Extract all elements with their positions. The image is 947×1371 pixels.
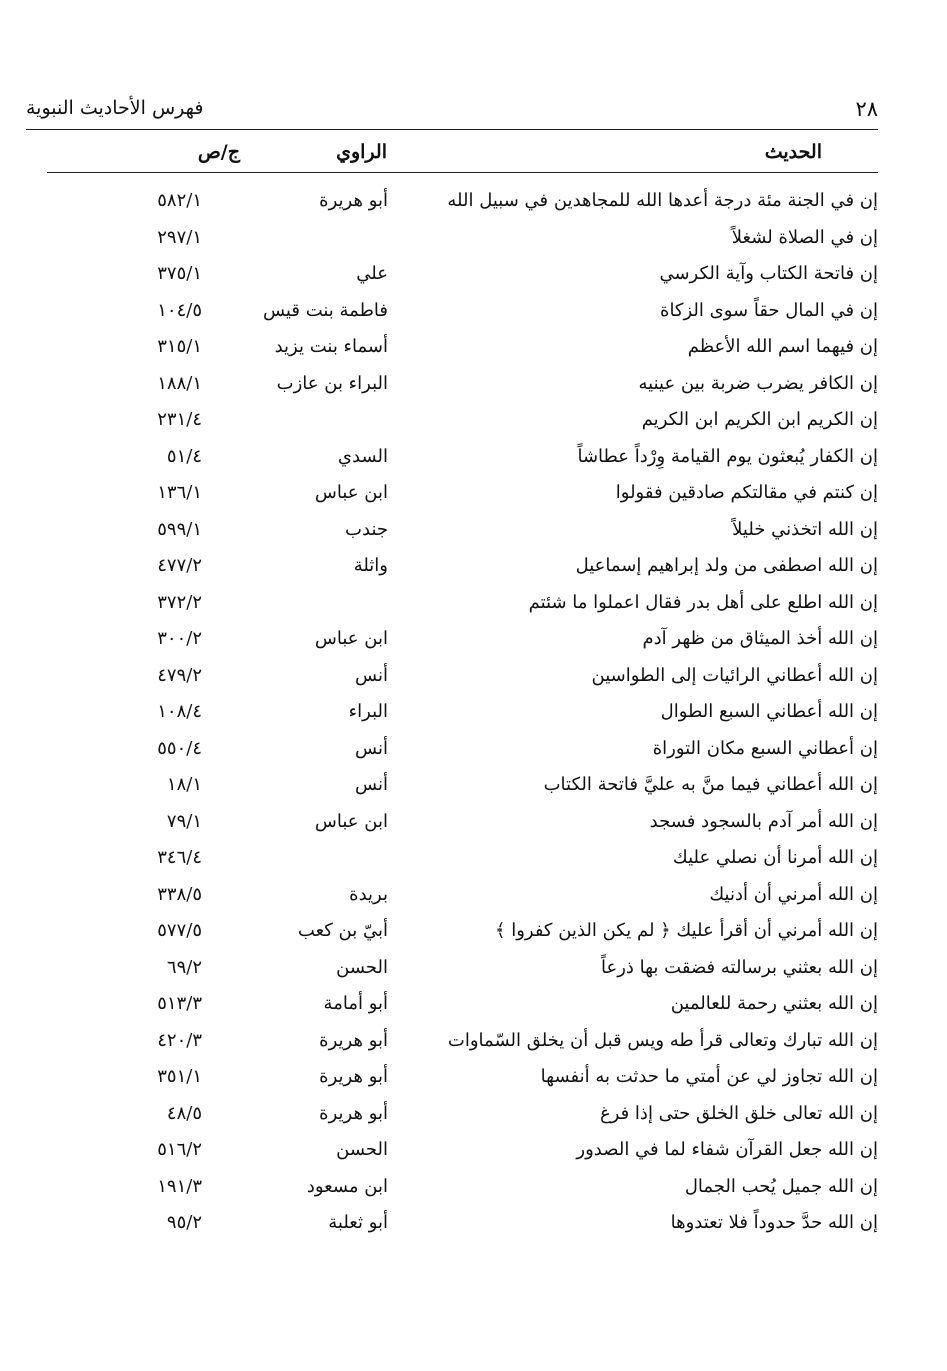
volume-page-reference: ٥١٣/٣ <box>157 993 202 1014</box>
index-row <box>47 256 878 293</box>
hadith-text: إن الله أخذ الميثاق من ظهر آدم <box>642 628 878 649</box>
hadith-text: إن الله أعطاني فيما منَّ به عليَّ فاتحة الكتاب <box>543 774 878 795</box>
hadith-text: إن الله جعل القرآن شفاء لما في الصدور <box>576 1139 878 1160</box>
hadith-text: إن فاتحة الكتاب وآية الكرسي <box>659 263 878 284</box>
column-header-reference: ج/ص <box>197 141 240 163</box>
narrator-name: أنس <box>355 737 388 759</box>
hadith-text: إن أعطاني السبع مكان التوراة <box>652 737 878 759</box>
hadith-text: إن الكريم ابن الكريم ابن الكريم <box>641 409 878 430</box>
volume-page-reference: ٣٣٨/٥ <box>157 883 202 905</box>
header-divider <box>26 129 878 130</box>
index-row <box>47 366 878 403</box>
index-row <box>47 840 878 877</box>
volume-page-reference: ٤٧٩/٢ <box>157 664 202 686</box>
index-row <box>47 548 878 585</box>
index-row <box>47 804 878 841</box>
hadith-index-list <box>47 183 878 1242</box>
volume-page-reference: ٥١/٤ <box>166 445 202 467</box>
running-head <box>26 97 878 127</box>
narrator-name: جندب <box>345 518 388 540</box>
hadith-text: إن الله تبارك وتعالى قرأ طه ويس قبل أن يخلق السّماوات <box>447 1029 878 1051</box>
hadith-text: إن في الجنة مئة درجة أعدها الله للمجاهدين في سبيل الله <box>447 190 878 211</box>
volume-page-reference: ٤٨/٥ <box>166 1102 202 1124</box>
volume-page-reference: ٥٥٠/٤ <box>157 737 202 759</box>
hadith-text: إن الله جميل يُحب الجمال <box>684 1175 878 1197</box>
narrator-name: أبو أمامة <box>323 993 388 1014</box>
index-row <box>47 877 878 914</box>
volume-page-reference: ٣١٥/١ <box>157 336 202 357</box>
column-header-divider <box>47 172 878 173</box>
hadith-text: إن الله تجاوز لي عن أمتي ما حدثت به أنفسها <box>540 1066 878 1087</box>
hadith-text: إن الكفار يُبعثون يوم القيامة وِرْداً عطاشاً <box>577 445 878 467</box>
index-row <box>47 475 878 512</box>
narrator-name: ابن عباس <box>314 482 388 503</box>
hadith-text: إن الكافر يضرب ضربة بين عينيه <box>638 372 878 394</box>
volume-page-reference: ٧٩/١ <box>166 810 202 832</box>
index-row <box>47 220 878 257</box>
narrator-name: أبو هريرة <box>319 1066 388 1087</box>
narrator-name: الحسن <box>336 1139 388 1160</box>
volume-page-reference: ١٨٨/١ <box>157 372 202 394</box>
volume-page-reference: ١٨/١ <box>166 774 202 795</box>
volume-page-reference: ٣٥١/١ <box>157 1066 202 1087</box>
index-row <box>47 767 878 804</box>
volume-page-reference: ٦٩/٢ <box>166 956 202 978</box>
volume-page-reference: ١٠٤/٥ <box>157 299 202 321</box>
hadith-text: إن الله اصطفى من ولد إبراهيم إسماعيل <box>575 555 878 576</box>
hadith-text: إن الله أمر آدم بالسجود فسجد <box>649 810 878 832</box>
hadith-text: إن في المال حقاً سوى الزكاة <box>660 299 878 321</box>
hadith-text: إن الله بعثني رحمة للعالمين <box>670 993 878 1014</box>
index-row <box>47 585 878 622</box>
narrator-name: أسماء بنت يزيد <box>274 336 388 357</box>
narrator-name: أبو ثعلبة <box>328 1212 388 1233</box>
volume-page-reference: ٣٠٠/٢ <box>157 628 202 649</box>
running-title: فهرس الأحاديث النبوية <box>26 97 204 119</box>
volume-page-reference: ٥٩٩/١ <box>157 518 202 540</box>
volume-page-reference: ١٩١/٣ <box>157 1175 202 1197</box>
volume-page-reference: ٥٨٢/١ <box>157 190 202 211</box>
narrator-name: ابن مسعود <box>306 1175 388 1197</box>
index-row <box>47 1132 878 1169</box>
narrator-name: ابن عباس <box>314 810 388 832</box>
index-row <box>47 1059 878 1096</box>
index-row <box>47 1169 878 1206</box>
index-row <box>47 694 878 731</box>
hadith-text: إن الله تعالى خلق الخلق حتى إذا فرغ <box>599 1102 878 1124</box>
narrator-name: علي <box>356 263 388 284</box>
volume-page-reference: ٥١٦/٢ <box>157 1139 202 1160</box>
index-row <box>47 329 878 366</box>
narrator-name: واثلة <box>353 555 388 576</box>
hadith-text: إن الله أعطاني السبع الطوال <box>660 701 878 722</box>
narrator-name: أنس <box>355 774 388 795</box>
narrator-name: البراء بن عازب <box>276 372 388 394</box>
narrator-name: البراء <box>348 701 388 722</box>
narrator-name: أبو هريرة <box>319 1102 388 1124</box>
narrator-name: أبو هريرة <box>319 190 388 211</box>
volume-page-reference: ٤٧٧/٢ <box>157 555 202 576</box>
volume-page-reference: ٢٩٧/١ <box>157 226 202 248</box>
volume-page-reference: ٣٧٢/٢ <box>157 591 202 613</box>
volume-page-reference: ١٣٦/١ <box>157 482 202 503</box>
hadith-text: إن الله اتخذني خليلاً <box>732 518 878 540</box>
index-row <box>47 439 878 476</box>
narrator-name: فاطمة بنت قيس <box>262 299 388 321</box>
narrator-name: أنس <box>355 664 388 686</box>
index-row <box>47 293 878 330</box>
hadith-text: إن في الصلاة لشغلاً <box>731 226 878 248</box>
narrator-name: ابن عباس <box>314 628 388 649</box>
index-row <box>47 1205 878 1242</box>
narrator-name: الحسن <box>336 956 388 978</box>
hadith-text: إن كنتم في مقالتكم صادقين فقولوا <box>615 482 878 503</box>
index-row <box>47 731 878 768</box>
hadith-text: إن الله حدَّ حدوداً فلا تعتدوها <box>670 1212 878 1233</box>
volume-page-reference: ٥٧٧/٥ <box>157 920 202 941</box>
index-row <box>47 183 878 220</box>
hadith-text: إن فيهما اسم الله الأعظم <box>687 336 878 357</box>
index-row <box>47 621 878 658</box>
index-row <box>47 512 878 549</box>
volume-page-reference: ٩٥/٢ <box>166 1212 202 1233</box>
index-row <box>47 1096 878 1133</box>
page-number: ٢٨ <box>855 97 878 121</box>
volume-page-reference: ٢٣١/٤ <box>157 409 202 430</box>
hadith-text: إن الله اطلع على أهل بدر فقال اعملوا ما شئتم <box>528 591 878 613</box>
narrator-name: السدي <box>337 445 388 467</box>
index-row <box>47 402 878 439</box>
index-row <box>47 1023 878 1060</box>
hadith-text: إن الله أعطاني الرائيات إلى الطواسين <box>591 664 878 686</box>
index-row <box>47 913 878 950</box>
hadith-text: إن الله أمرنا أن نصلي عليك <box>672 847 878 868</box>
hadith-text: إن الله أمرني أن أقرأ عليك ﴿ لم يكن الذين كفروا ﴾ <box>494 920 878 941</box>
index-row <box>47 658 878 695</box>
index-row <box>47 986 878 1023</box>
narrator-name: أبو هريرة <box>319 1029 388 1051</box>
volume-page-reference: ٤٢٠/٣ <box>157 1029 202 1051</box>
column-headers <box>47 141 878 171</box>
hadith-text: إن الله أمرني أن أدنيك <box>709 883 878 905</box>
volume-page-reference: ٣٤٦/٤ <box>157 847 202 868</box>
volume-page-reference: ١٠٨/٤ <box>157 701 202 722</box>
narrator-name: بريدة <box>349 883 388 905</box>
narrator-name: أبيّ بن كعب <box>297 920 388 941</box>
hadith-text: إن الله بعثني برسالته فضقت بها ذرعاً <box>601 956 878 978</box>
column-header-narrator: الراوي <box>336 141 387 163</box>
volume-page-reference: ٣٧٥/١ <box>157 263 202 284</box>
index-row <box>47 950 878 987</box>
column-header-hadith: الحديث <box>764 141 822 163</box>
